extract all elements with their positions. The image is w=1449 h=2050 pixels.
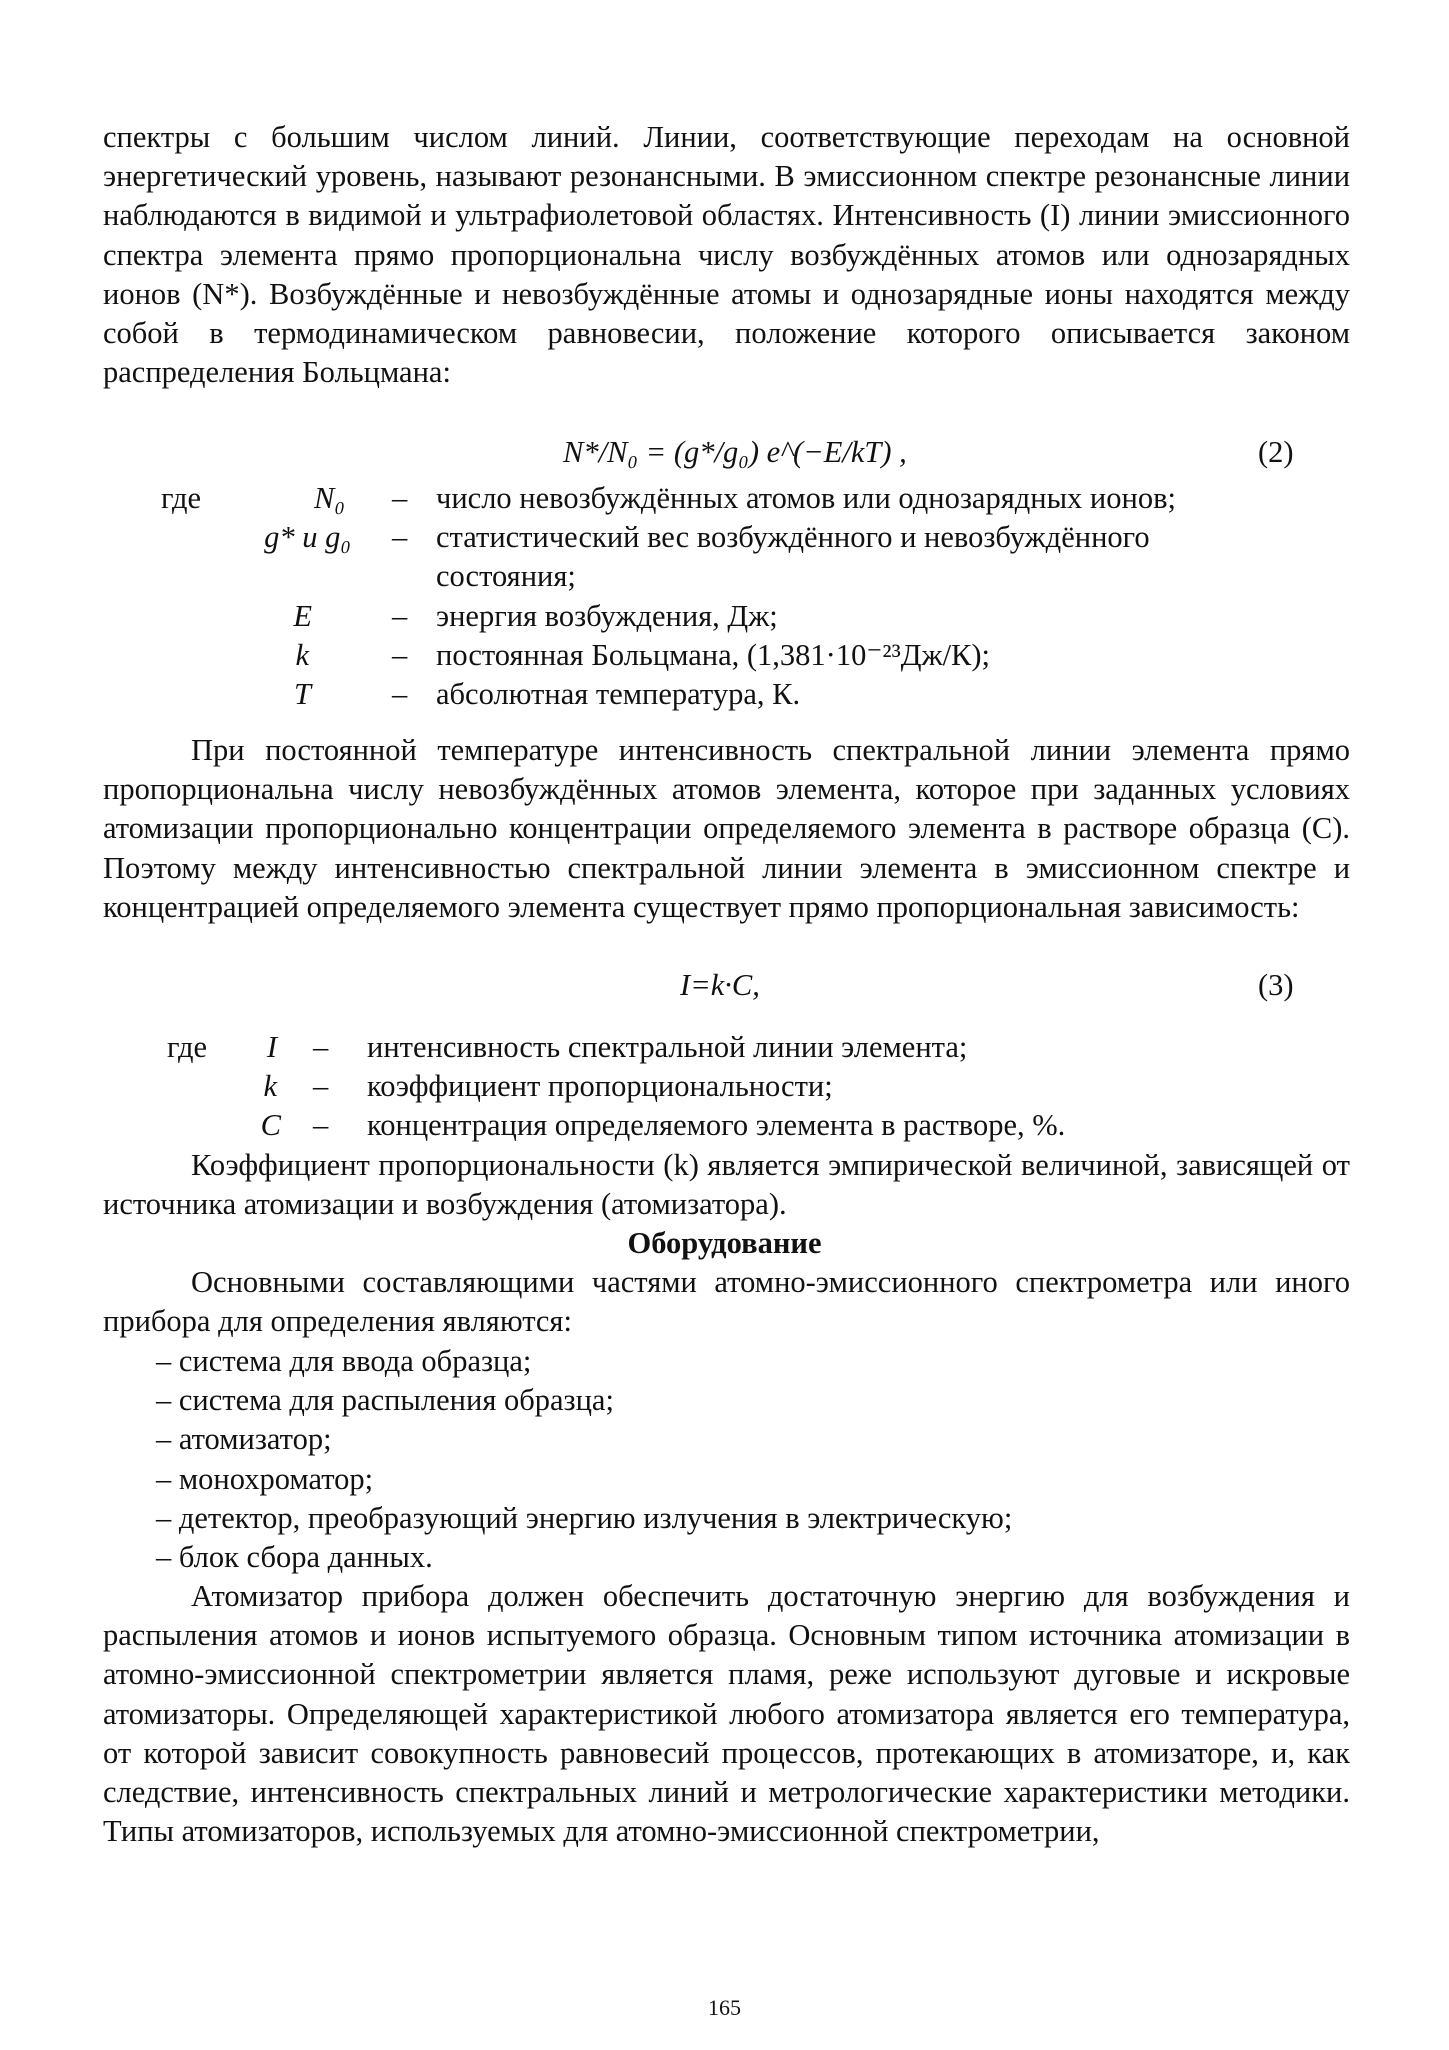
definition-description: интенсивность спектральной линии элемента;	[367, 1030, 968, 1064]
list-item: – монохроматор;	[156, 1461, 374, 1496]
section-heading: Оборудование	[627, 1226, 822, 1260]
definition-description: коэффициент пропорциональности;	[367, 1069, 833, 1104]
definition-row	[0, 1028, 1449, 1067]
definitions-3	[0, 1028, 1449, 1146]
text-line: прямо пропорциональна числу невозбуждённых атомов элемента, которое при	[103, 733, 1350, 807]
definition-dash: –	[392, 520, 408, 555]
text-line: спектральных линий и метрологические характеристики методики. Типы	[103, 1775, 1351, 1849]
text-line: Интенсивность (I) линии эмиссионного спектра элемента прямо пропорциональна	[103, 198, 1351, 272]
text-line: термодинамическом равновесии, положение которого описывается законом	[254, 316, 1350, 351]
paragraph-4	[103, 1263, 1350, 1341]
definition-row	[0, 557, 1449, 596]
definition-symbol: N₀	[314, 481, 345, 515]
text-line: существует прямо пропорциональная зависимость:	[632, 889, 1300, 924]
paragraph-1	[103, 118, 1350, 392]
text-line: заданных условиях атомизации пропорционально концентрации определяемого	[103, 772, 1350, 846]
formula-2	[563, 433, 907, 472]
page-number: 165	[708, 1995, 741, 2020]
definition-label: где	[167, 1030, 208, 1064]
list-item: – атомизатор;	[156, 1422, 332, 1457]
definition-row	[0, 675, 1449, 714]
definition-description: состояния;	[436, 559, 576, 594]
definition-row	[0, 636, 1449, 675]
text-line: линии элемента в эмиссионном спектре и концентрацией определяемого элемента	[103, 850, 1351, 924]
definition-dash: –	[313, 1108, 329, 1143]
paragraph-2	[103, 731, 1350, 927]
equation-number-2: (2)	[1258, 435, 1294, 469]
definition-dash: –	[392, 676, 408, 711]
definition-description: постоянная Больцмана, (1,381·10⁻²³Дж/К);	[436, 637, 991, 672]
definition-dash: –	[313, 1069, 329, 1104]
definition-label: где	[161, 481, 202, 515]
definition-description: статистический вес возбуждённого и невозбуждённого	[436, 520, 1150, 555]
list-item: – детектор, преобразующий энергию излучения в электрическую;	[156, 1500, 1013, 1535]
text-line: При постоянной температуре интенсивность спектральной линии элемента	[191, 733, 1250, 767]
text-line: невозбуждённые атомы и однозарядные ионы находятся между собой в	[103, 276, 1350, 351]
text-line: числу возбуждённых атомов или однозарядных ионов (N*). Возбуждённые и	[103, 237, 1351, 311]
list-item: – блок сбора данных.	[156, 1540, 433, 1575]
text-line: равновесий процессов, протекающих в атомизаторе, и, как следствие, интенсивность	[103, 1735, 1350, 1810]
text-line: возбуждения и распыления атомов и ионов испытуемого образца. Основным типом	[103, 1579, 1351, 1653]
text-line: резонансные линии наблюдаются в видимой и ультрафиолетовой областях.	[103, 159, 1351, 233]
paragraph-5-text	[103, 1577, 1350, 1851]
definition-symbol: C	[260, 1108, 281, 1143]
definition-symbol: T	[294, 676, 311, 711]
text-line: зависящей от источника атомизации и возбуждения (атомизатора).	[103, 1148, 1350, 1222]
definition-dash: –	[392, 481, 408, 515]
definition-symbol: I	[266, 1030, 277, 1064]
text-line: используют дуговые и искровые атомизаторы. Определяющей характеристикой	[103, 1657, 1350, 1731]
definition-symbol: E	[293, 598, 312, 633]
list-item: – система для распыления образца;	[156, 1383, 614, 1418]
text-line: любого атомизатора является его температура, от которой зависит совокупность	[103, 1696, 1350, 1770]
definition-row	[0, 1067, 1449, 1106]
text-line: Атомизатор прибора должен обеспечить достаточную энергию для	[191, 1579, 1129, 1613]
definition-dash: –	[313, 1030, 329, 1064]
definition-description: число невозбуждённых атомов или однозарядных ионов;	[436, 481, 1176, 515]
text-line: атомизаторов, используемых для атомно-эмиссионной спектрометрии,	[181, 1814, 1100, 1849]
paragraph-3-text	[103, 1146, 1350, 1224]
definition-symbol: k	[295, 637, 309, 672]
paragraph-2-text	[103, 731, 1350, 927]
definition-dash: –	[392, 598, 408, 633]
definition-description: энергия возбуждения, Дж;	[436, 598, 778, 633]
definition-row	[0, 479, 1449, 518]
definition-row	[0, 597, 1449, 636]
text-line: иного прибора для определения являются:	[103, 1265, 1350, 1339]
definitions-2	[0, 479, 1449, 714]
text-line: источника атомизации в атомно-эмиссионной спектрометрии является пламя, реже	[103, 1618, 1350, 1692]
list-item: – система для ввода образца;	[156, 1344, 532, 1378]
paragraph-4-text	[103, 1263, 1350, 1341]
definition-symbol: g* и g₀	[264, 520, 351, 555]
paragraph-3	[103, 1146, 1350, 1224]
definition-dash: –	[392, 637, 408, 672]
text-line: спектры с большим числом линий. Линии, соответствующие переходам на основной	[103, 120, 1350, 154]
formula-3-text: I=k·C,	[680, 968, 760, 1002]
definition-description: концентрация определяемого элемента в растворе, %.	[367, 1108, 1066, 1143]
text-line: распределения Больцмана:	[103, 355, 451, 390]
formula-2-text: N*/N₀ = (g*/g₀) e^(−E/kT) ,	[563, 435, 907, 469]
equation-number-3: (3)	[1258, 968, 1294, 1002]
formula-3	[680, 966, 760, 1005]
definition-row	[0, 518, 1449, 557]
definition-description: абсолютная температура, К.	[436, 676, 801, 711]
paragraph-5	[103, 1577, 1350, 1851]
text-line: элемента в растворе образца (С). Поэтому между интенсивностью спектральной	[103, 811, 1351, 885]
paragraph-1-text	[103, 118, 1350, 392]
equipment-list	[156, 1342, 1012, 1577]
text-line: энергетический уровень, называют резонансными. В эмиссионном спектре	[103, 159, 1086, 194]
definition-row	[0, 1106, 1449, 1145]
text-line: Коэффициент пропорциональности (k) является эмпирической величиной,	[191, 1148, 1168, 1182]
text-line: Основными составляющими частями атомно-эмиссионного спектрометра или	[191, 1265, 1258, 1299]
definition-symbol: k	[263, 1069, 277, 1104]
